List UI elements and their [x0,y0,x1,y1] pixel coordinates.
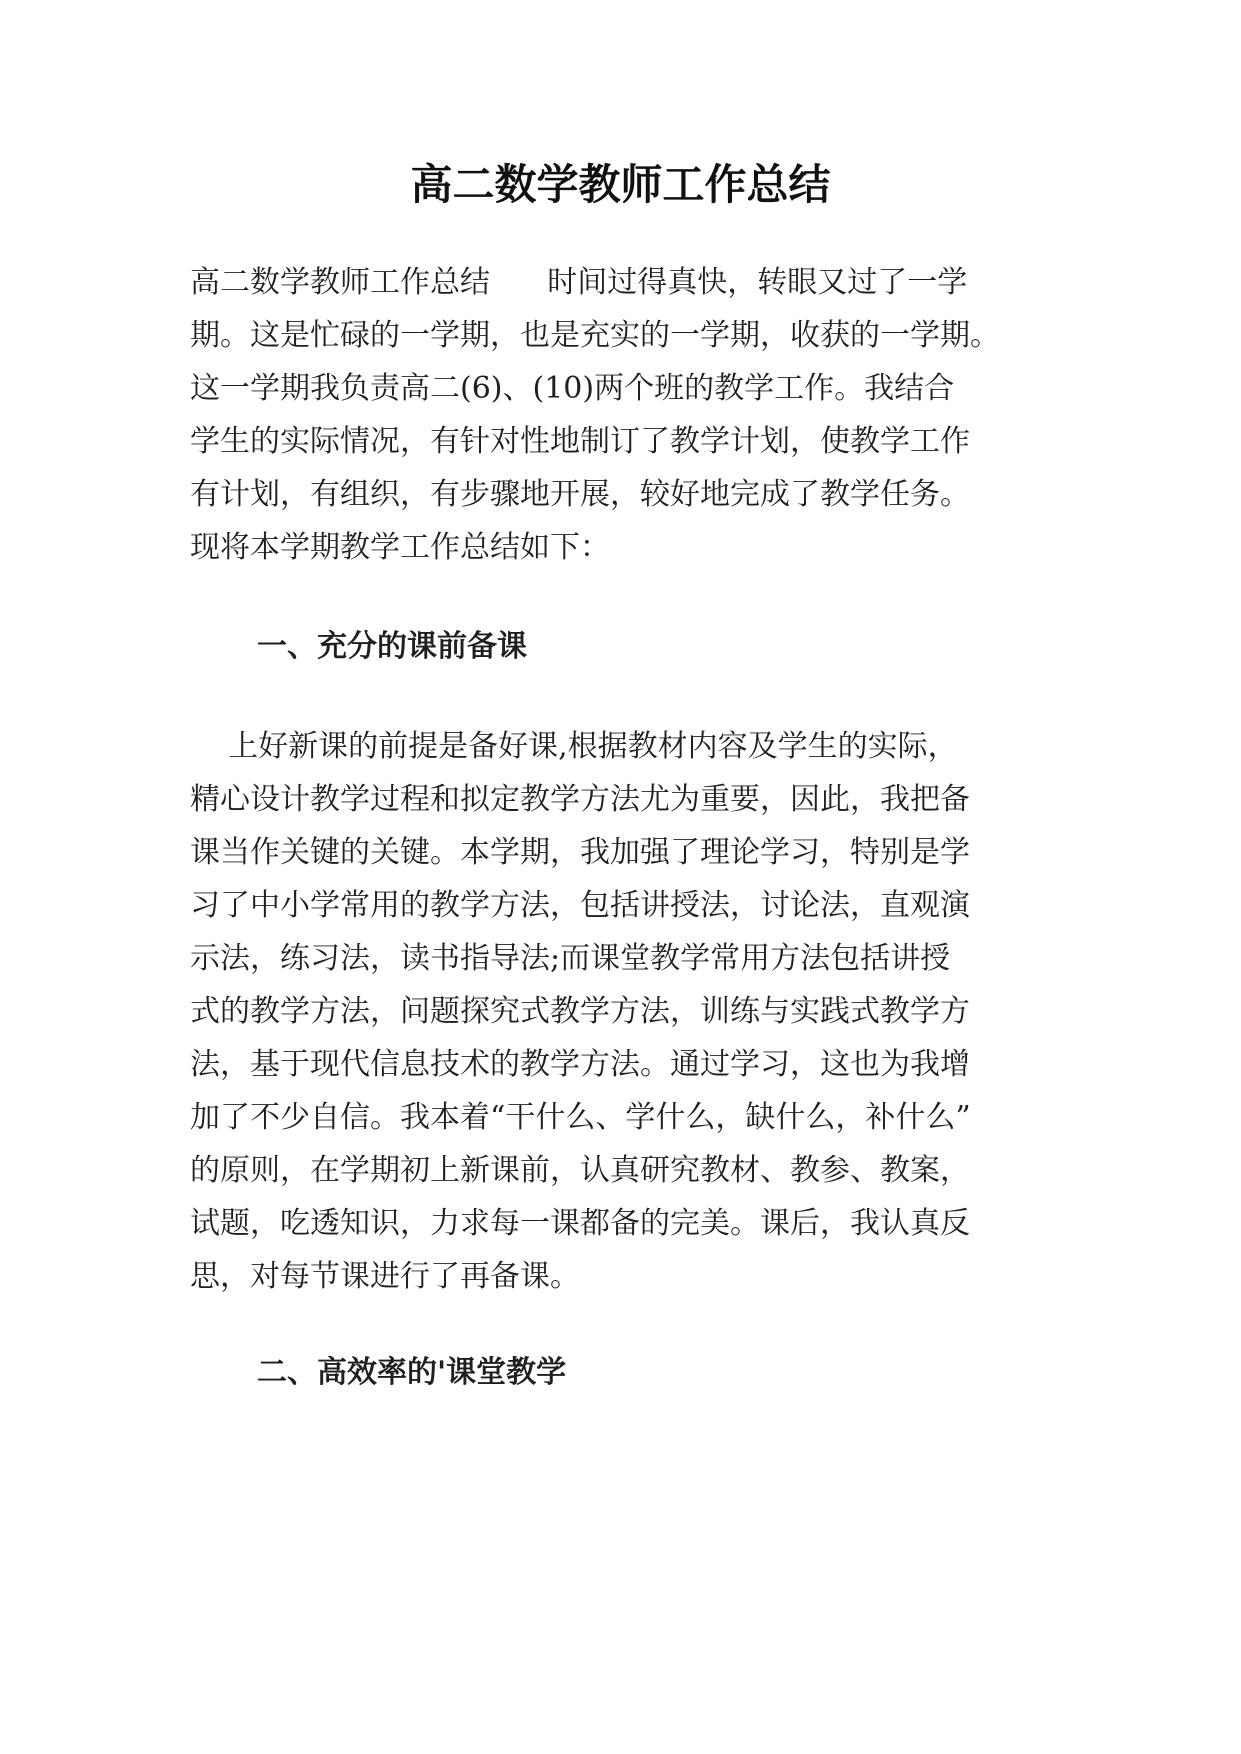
paragraph-line: 高二数学教师工作总结 时间过得真快，转眼又过了一学 [190,265,968,300]
section-heading: 一、充分的课前备课 [257,629,527,664]
section-heading: 二、高效率的'课堂教学 [257,1355,567,1390]
paragraph-line: 学生的实际情况，有针对性地制订了教学计划，使教学工作 [190,424,970,459]
paragraph-line: 加了不少自信。我本着“干什么、学什么，缺什么，补什么” [190,1100,971,1135]
paragraph-line: 期。这是忙碌的一学期，也是充实的一学期，收获的一学期。 [190,318,1000,353]
paragraph-line: 法，基于现代信息技术的教学方法。通过学习，这也为我增 [190,1047,970,1082]
paragraph-line: 习了中小学常用的教学方法，包括讲授法，讨论法，直观演 [190,888,970,923]
paragraph-line: 精心设计教学过程和拟定教学方法尤为重要，因此，我把备 [190,782,970,817]
paragraph-line: 示法，练习法，读书指导法;而课堂教学常用方法包括讲授 [190,941,951,976]
paragraph-line: 现将本学期教学工作总结如下： [190,530,610,565]
document-title: 高二数学教师工作总结 [410,160,831,209]
paragraph-line: 试题，吃透知识，力求每一课都备的完美。课后，我认真反 [190,1206,970,1241]
paragraph-line: 课当作关键的关键。本学期，我加强了理论学习，特别是学 [190,835,970,870]
paragraph-line: 的原则，在学期初上新课前，认真研究教材、教参、教案， [190,1153,970,1188]
paragraph-line: 思，对每节课进行了再备课。 [190,1259,580,1294]
paragraph-line: 这一学期我负责高二(6)、(10)两个班的教学工作。我结合 [190,371,955,406]
paragraph-line: 式的教学方法，问题探究式教学方法，训练与实践式教学方 [190,994,970,1029]
paragraph-line: 上好新课的前提是备好课,根据教材内容及学生的实际， [190,729,958,764]
paragraph-line: 有计划，有组织，有步骤地开展，较好地完成了教学任务。 [190,477,970,512]
